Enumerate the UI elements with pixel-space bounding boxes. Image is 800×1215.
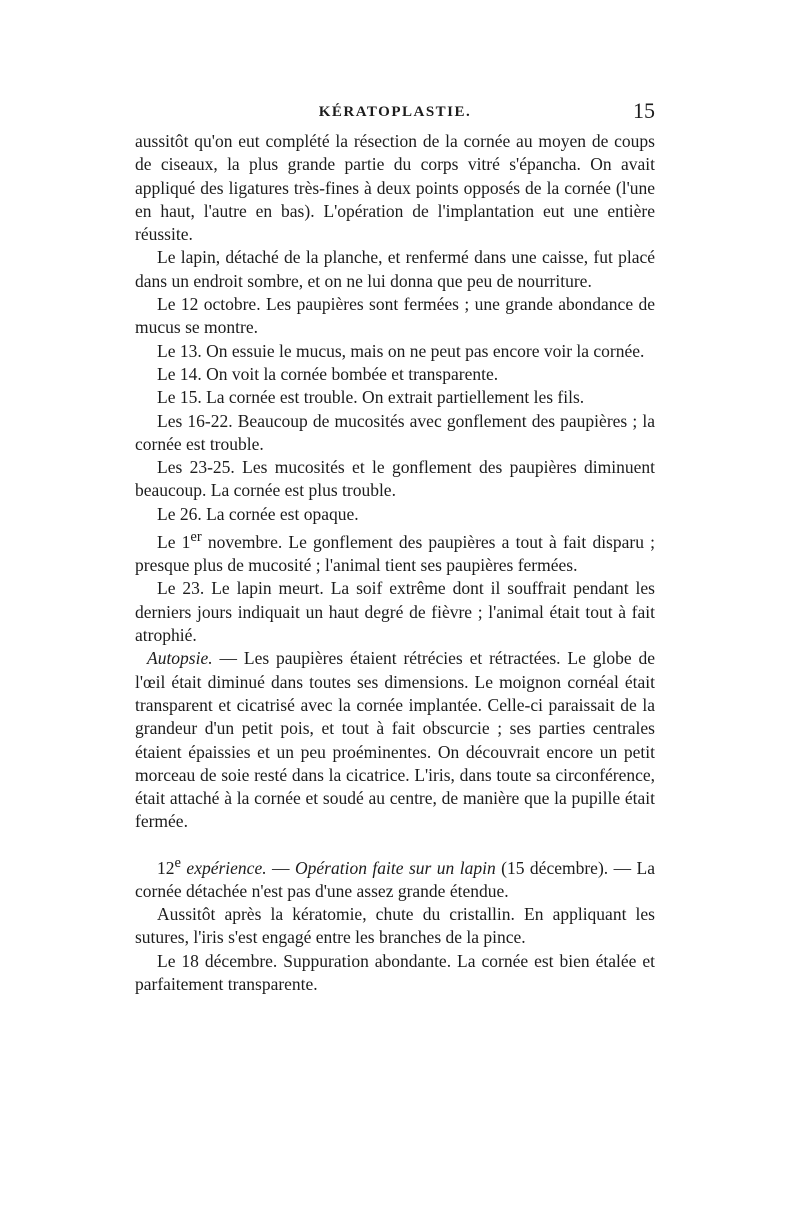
- paragraph: aussitôt qu'on eut complété la résection de la cornée au moyen de coups de ciseaux, la plus grande partie du corps vitré s'épancha. On avait appliqué des ligatures très-fines à deux points opposés de la cornée (l'une en haut, l'autre en bas). L'opération de l'implantation eut une entière réussite.: [135, 131, 655, 245]
- ordinal-superscript: er: [190, 529, 202, 546]
- experiment-dash: —: [266, 857, 295, 878]
- experiment-ordinal: e: [174, 854, 181, 871]
- paragraph: [135, 526, 655, 577]
- paragraph: Le lapin, détaché de la planche, et renfermé dans une caisse, fut placé dans un endroit sombre, et on ne lui donna que peu de nourriture.: [135, 247, 655, 291]
- experiment-title: Opération faite sur un lapin: [295, 857, 496, 878]
- running-head: [135, 98, 655, 128]
- section-gap: [135, 834, 655, 852]
- autopsy-text: — Les paupières étaient rétrécies et rétractées. Le globe de l'œil était diminué dans toutes ses dimensions. Le moignon cornéal était transparent et cicatrisé avec la cornée implantée. Celle-ci paraissait de la grandeur d'un petit pois, et tout à fait obscurcie ; ses parties centrales étaient épaissies et un peu proéminentes. On découvrait encore un petit morceau de soie resté dans la cicatrice. L'iris, dans toute sa circonférence, était attaché à la cornée et soudé au centre, de manière que la pupille était fermée.: [135, 648, 655, 832]
- running-title: KÉRATOPLASTIE.: [318, 104, 472, 120]
- paragraph: Le 18 décembre. Suppuration abondante. La cornée est bien étalée et parfaitement transparente.: [135, 950, 655, 995]
- paragraph: Les 16-22. Beaucoup de mucosités avec gonflement des paupières ; la cornée est trouble.: [135, 410, 655, 454]
- experiment-label: expérience.: [180, 857, 267, 878]
- experiment-heading: [135, 852, 655, 903]
- paragraph-text: novembre. Le gonflement des paupières a tout à fait disparu ; presque plus de mucosité ; l'animal tient ses paupières fermées.: [135, 531, 655, 576]
- paragraph: Le 15. La cornée est trouble. On extrait partiellement les fils.: [157, 387, 585, 408]
- paragraph: Aussitôt après la kératomie, chute du cristallin. En appliquant les sutures, l'iris s'est engagé entre les branches de la pince.: [135, 904, 655, 948]
- paragraph: Les 23-25. Les mucosités et le gonflement des paupières diminuent beaucoup. La cornée est plus trouble.: [135, 457, 655, 501]
- page-number: 15: [633, 98, 655, 123]
- paragraph-prefix: Le 1: [157, 531, 191, 552]
- autopsy-paragraph: [135, 647, 655, 833]
- experiment-number: 12: [157, 857, 175, 878]
- paragraph: Le 14. On voit la cornée bombée et transparente.: [157, 363, 499, 384]
- paragraph: Le 23. Le lapin meurt. La soif extrême dont il souffrait pendant les derniers jours indiquait un haut degré de fièvre ; l'animal était tout à fait atrophié.: [135, 578, 655, 646]
- autopsy-label: Autopsie.: [147, 648, 213, 669]
- paragraph: Le 12 octobre. Les paupières sont fermées ; une grande abondance de mucus se montre.: [135, 294, 655, 338]
- body-text: [135, 130, 655, 996]
- paragraph: Le 26. La cornée est opaque.: [157, 503, 359, 524]
- paragraph: Le 13. On essuie le mucus, mais on ne peut pas encore voir la cornée.: [157, 340, 645, 361]
- experiment-date: (15 décembre). — La cornée détachée n'est pas d'une assez grande étendue.: [135, 857, 656, 901]
